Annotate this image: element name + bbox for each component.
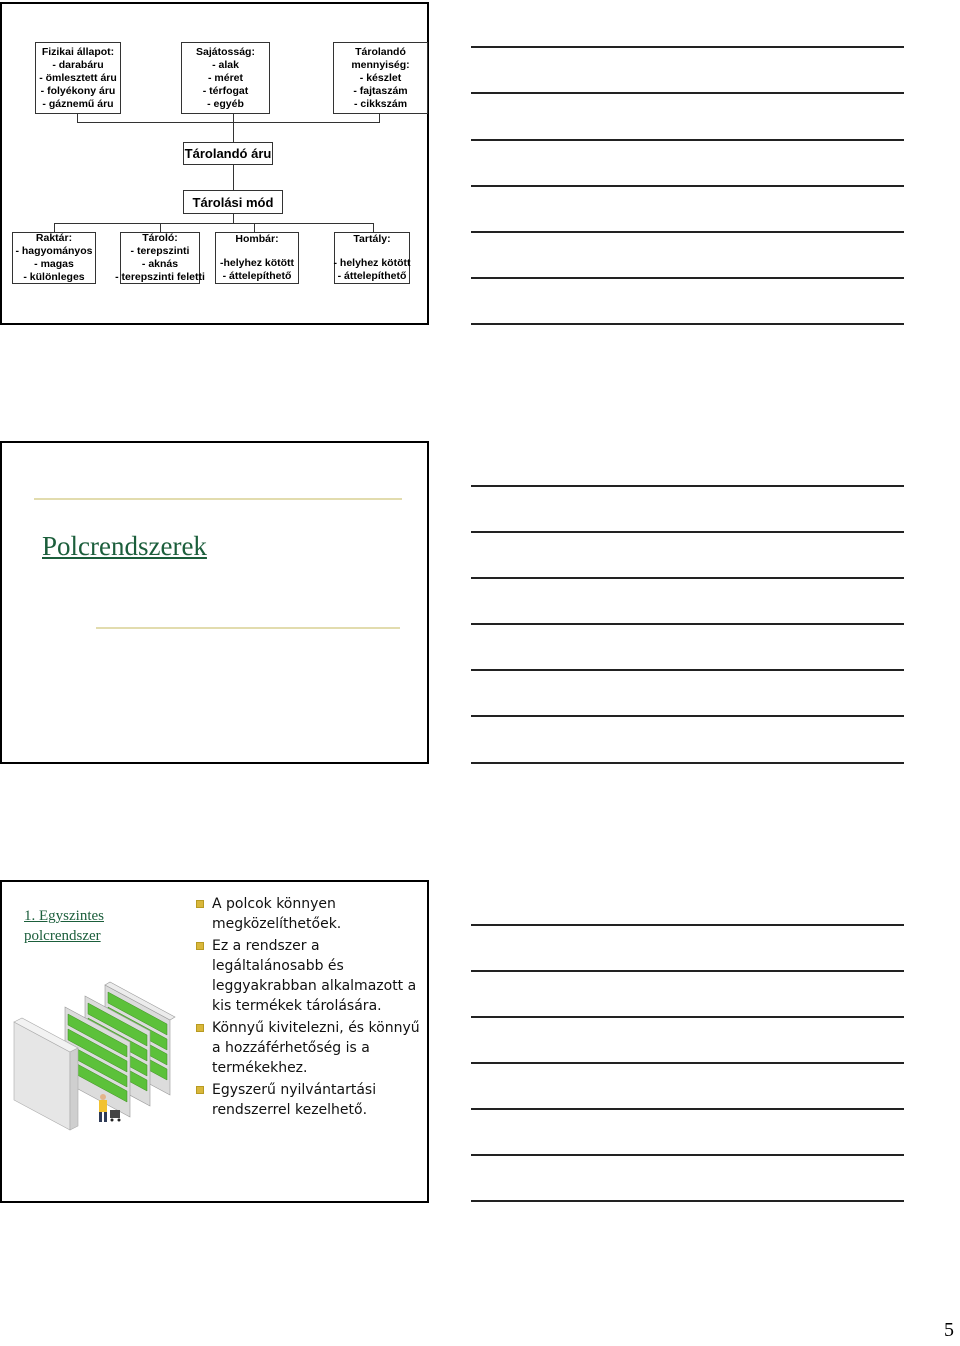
connector-line (54, 223, 374, 224)
box-label: Tárolási mód (192, 194, 274, 210)
storage-box (115, 232, 205, 284)
box-line: - különleges (23, 271, 85, 283)
shelving-illustration (10, 980, 180, 1140)
connector-line (254, 223, 255, 232)
notes-line (471, 924, 904, 926)
bullet-item: Könnyű kivitelezni, és könnyű a hozzáférhetőség is a termékekhez. (196, 1018, 428, 1078)
notes-line (471, 485, 904, 487)
box-line: - alak (212, 58, 239, 71)
box-line: Tárolandó (355, 45, 406, 58)
box-line: - méret (207, 71, 243, 84)
notes-line (471, 1108, 904, 1110)
notes-line (471, 46, 904, 48)
box-line: - magas (34, 258, 74, 270)
box-line: Tároló: (142, 232, 178, 244)
box-line: Hombár: (235, 233, 279, 245)
bullet-item: Egyszerű nyilvántartási rendszerrel kezelhető. (196, 1080, 428, 1120)
notes-line (471, 669, 904, 671)
bullet-list (196, 894, 428, 1122)
connector-line (233, 165, 234, 190)
box-line: Sajátosság: (196, 45, 255, 58)
page-number: 5 (944, 1319, 954, 1341)
silo-box (215, 232, 299, 284)
notes-line (471, 531, 904, 533)
box-line: mennyiség: (351, 58, 410, 71)
box-line: -helyhez kötött (219, 257, 295, 269)
box-line: - darabáru (52, 58, 104, 71)
notes-line (471, 1154, 904, 1156)
box-line: Fizikai állapot: (41, 45, 115, 58)
box-line: - aknás (141, 258, 179, 270)
notes-line (471, 715, 904, 717)
property-box (181, 42, 270, 114)
box-line: Tartály: (353, 233, 391, 245)
notes-line (471, 185, 904, 187)
notes-line (471, 577, 904, 579)
notes-line (471, 1062, 904, 1064)
box-line: - gáznemű áru (42, 97, 114, 110)
slide-single-level-shelving (0, 880, 429, 1203)
box-line: - térfogat (202, 84, 249, 97)
physical-state-box (35, 42, 121, 114)
box-line: - terepszinti (130, 245, 190, 257)
tank-box (334, 232, 410, 284)
storage-method-box (183, 190, 283, 214)
box-line: - áttelepíthető (222, 270, 292, 282)
connector-line (373, 223, 374, 232)
box-line: - hagyományos (15, 245, 93, 257)
notes-line (471, 92, 904, 94)
connector-line (160, 223, 161, 232)
slide-storage-diagram (0, 2, 429, 325)
box-line: - fajtaszám (353, 84, 408, 97)
notes-line (471, 231, 904, 233)
notes-line (471, 970, 904, 972)
box-line: - cikkszám (353, 97, 408, 110)
connector-line (233, 114, 234, 142)
notes-line (471, 323, 904, 325)
notes-line (471, 277, 904, 279)
notes-line (471, 623, 904, 625)
slide-title (0, 441, 429, 764)
slide-heading: 1. Egyszintes polcrendszer (24, 908, 104, 944)
box-line: Raktár: (35, 232, 73, 244)
stored-goods-box (183, 142, 273, 165)
box-line: - ömlesztett áru (39, 71, 117, 84)
box-label: Tárolandó áru (184, 146, 272, 161)
notes-line (471, 1016, 904, 1018)
bottom-rule (96, 627, 400, 629)
notes-line (471, 139, 904, 141)
bullet-item: A polcok könnyen megközelíthetőek. (196, 894, 428, 934)
box-line: - helyhez kötött (333, 257, 411, 269)
warehouse-box (12, 232, 96, 284)
notes-line (471, 1200, 904, 1202)
slide-heading: Polcrendszerek (42, 531, 207, 561)
quantity-box (333, 42, 428, 114)
box-line: - folyékony áru (40, 84, 116, 97)
box-line: - készlet (359, 71, 402, 84)
bullet-item: Ez a rendszer a legáltalánosabb és leggyakrabban alkalmazott a kis termékek tárolására. (196, 936, 428, 1016)
top-rule (34, 498, 402, 500)
notes-line (471, 762, 904, 764)
box-line: - egyéb (207, 97, 244, 110)
connector-line (54, 223, 55, 232)
box-line: - terepszinti feletti (115, 271, 205, 283)
box-line: - áttelepíthető (337, 270, 407, 282)
connector-line (77, 122, 380, 123)
